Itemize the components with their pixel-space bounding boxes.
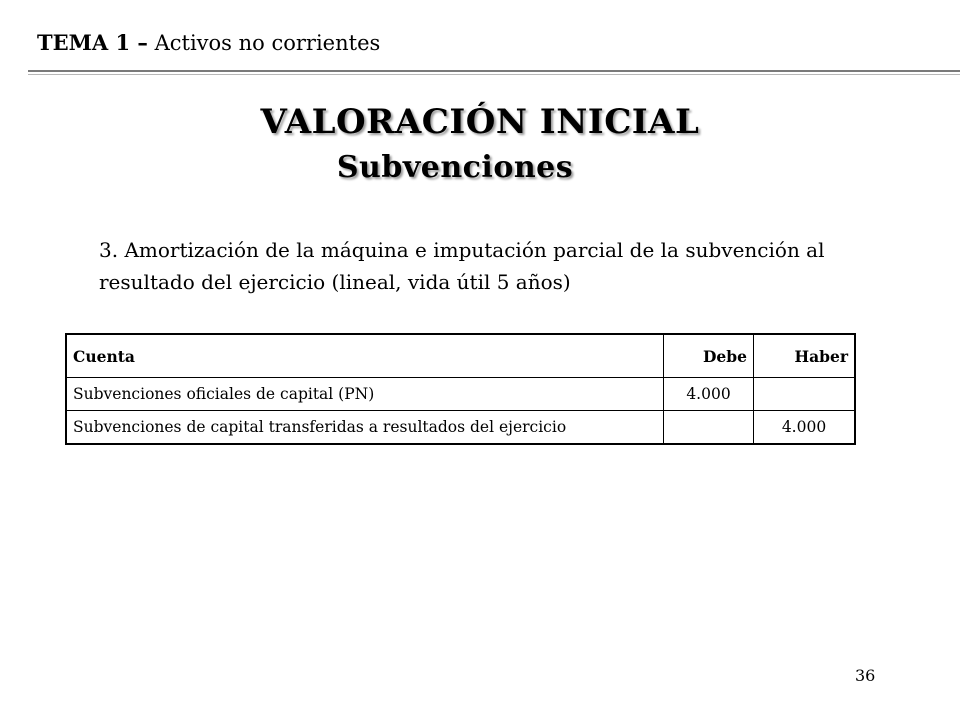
journal-entry-table [65,333,856,445]
cell-haber: 4.000 [754,411,856,445]
topic-title: Activos no corrientes [154,31,381,55]
cell-debe [664,411,754,445]
title-sub: Subvenciones [336,150,574,185]
header-divider [28,70,960,72]
cell-haber [754,378,856,411]
cell-cuenta: Subvenciones oficiales de capital (PN) [66,378,664,411]
slide-title [0,102,960,190]
table-header-row [66,334,855,378]
header-divider-shadow [28,74,960,75]
table-row [66,378,855,411]
col-header-haber: Haber [754,334,856,378]
cell-debe: 4.000 [664,378,754,411]
step-description: 3. Amortización de la máquina e imputación parcial de la subvención al resultado del ejercicio (lineal, vida útil 5 años) [99,238,825,294]
title-main: VALORACIÓN INICIAL [260,102,700,142]
page-number: 36 [855,666,876,685]
table-row [66,411,855,445]
col-header-cuenta: Cuenta [66,334,664,378]
slide-header [37,32,380,54]
col-header-debe: Debe [664,334,754,378]
topic-label: TEMA 1 – [37,30,148,55]
cell-cuenta: Subvenciones de capital transferidas a resultados del ejercicio [66,411,664,445]
